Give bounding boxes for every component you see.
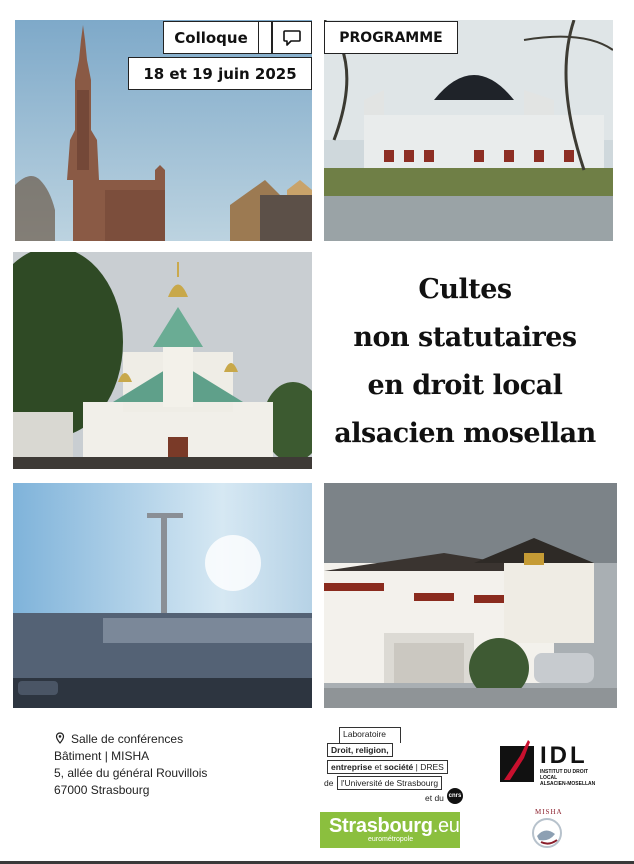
lab-et-du: et du <box>425 793 444 803</box>
strasbourg-eu-text: .eu <box>432 815 460 837</box>
title-line-2: non statutaires <box>353 322 577 353</box>
lab-name-line-1: Droit, religion, <box>327 743 393 757</box>
city-line: 67000 Strasbourg <box>54 783 150 797</box>
lab-name-line-2 <box>327 760 448 774</box>
title-line-1: Cultes <box>418 274 512 305</box>
venue-line <box>54 731 207 748</box>
lab-label <box>339 727 401 743</box>
title-line-4: alsacien mosellan <box>334 418 596 449</box>
lab-et: et <box>374 762 382 772</box>
lab-label-text: Laboratoire <box>343 729 387 739</box>
lab-de: de <box>324 778 334 788</box>
event-address <box>54 731 207 799</box>
lab-societe: société <box>383 762 414 772</box>
tag-programme: PROGRAMME <box>324 21 458 54</box>
idl-title: IDL <box>540 742 588 769</box>
photo-orthodox-church <box>13 252 312 469</box>
lab-dres-logo <box>323 727 473 807</box>
idl-subtitle-2: ALSACIEN-MOSELLAN <box>540 781 596 787</box>
lab-dres: | DRES <box>415 762 444 772</box>
photo-buddhist-temple <box>324 483 617 708</box>
title-line-3: en droit local <box>367 370 563 401</box>
lab-university: l'Université de Strasbourg <box>337 776 442 790</box>
eurometropole-text: eurométropole <box>368 836 414 843</box>
misha-logo <box>527 808 567 850</box>
location-pin-icon <box>54 732 66 744</box>
strasbourg-eu-logo <box>320 812 460 848</box>
cnrs-logo: cnrs <box>447 788 463 804</box>
street-line: 5, allée du général Rouvillois <box>54 766 208 780</box>
misha-text: MISHA <box>535 808 563 816</box>
idl-logo <box>500 738 598 787</box>
idl-emblem-icon <box>500 738 536 784</box>
page-title <box>320 262 610 462</box>
building-line: Bâtiment | MISHA <box>54 749 150 763</box>
event-date: 18 et 19 juin 2025 <box>128 57 312 90</box>
chat-bubble-icon <box>272 21 312 54</box>
tag-colloque: Colloque <box>163 21 259 54</box>
idl-subtitle <box>540 769 598 787</box>
strasbourg-text: Strasbourg <box>329 815 433 837</box>
photo-modern-church-cross <box>13 483 312 708</box>
lab-entreprise: entreprise <box>331 762 373 772</box>
idl-subtitle-1: INSTITUT DU DROIT LOCAL <box>540 769 589 781</box>
venue-name: Salle de conférences <box>71 732 184 746</box>
tag-separator <box>258 21 272 54</box>
